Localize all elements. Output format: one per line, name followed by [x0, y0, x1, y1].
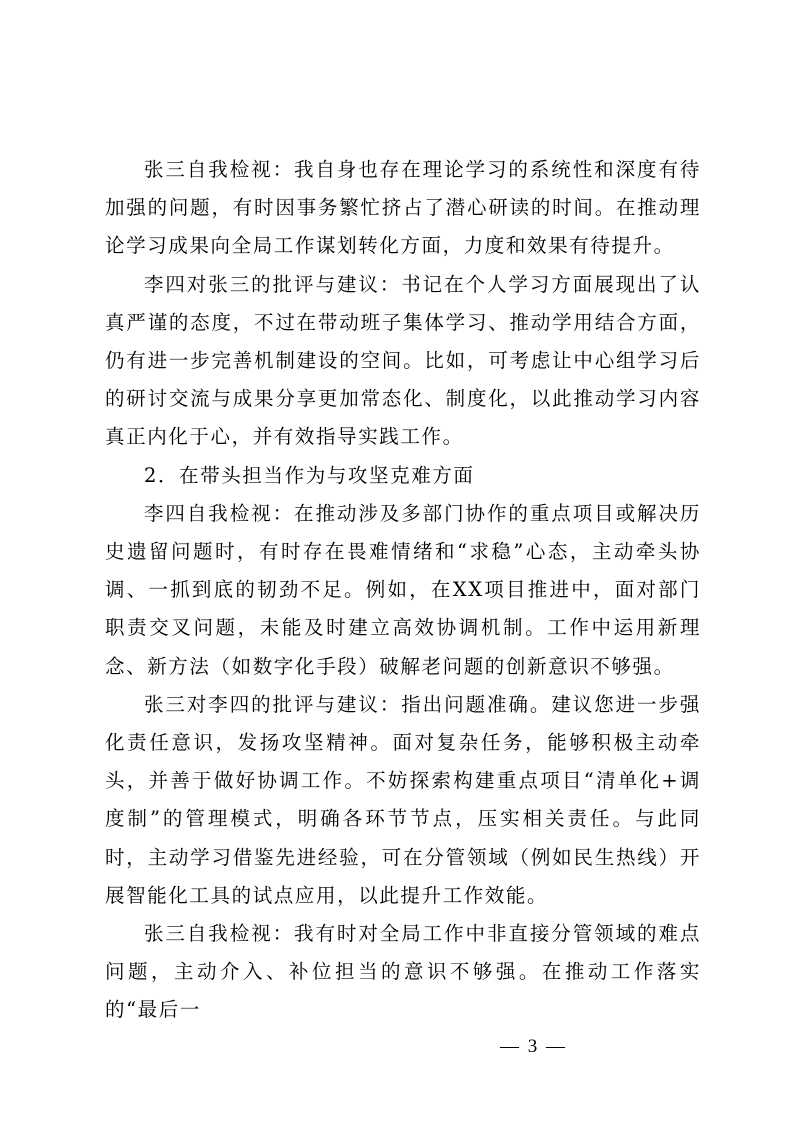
paragraph-critique-lisi-to-zhangsan: 李四对张三的批评与建议：书记在个人学习方面展现出了认真严谨的态度，不过在带动班子集体学习、推动学用结合方面，仍有进一步完善机制建设的空间。比如，可考虑让中心组学习后的研讨交流与成果分享更加常态化、制度化，以此推动学习内容真正内化于心，并有效指导实践工作。: [105, 272, 701, 449]
page-number: — 3 —: [500, 1036, 567, 1057]
section-heading-2: 2．在带头担当作为与攻坚克难方面: [144, 463, 475, 487]
paragraph-self-review-lisi: 李四自我检视：在推动涉及多部门协作的重点项目或解决历史遗留问题时，有时存在畏难情绪和“求稳”心态，主动牵头协调、一抓到底的韧劲不足。例如，在XX项目推进中，面对部门职责交叉问题，未能及时建立高效协调机制。工作中运用新理念、新方法（如数字化手段）破解老问题的创新意识不够强。: [105, 501, 701, 678]
document-body: [105, 151, 701, 1030]
paragraph-self-review-zhangsan-2: 张三自我检视：我有时对全局工作中非直接分管领域的难点问题，主动介入、补位担当的意识不够强。在推动工作落实的“最后一: [105, 922, 701, 1022]
paragraph-critique-zhangsan-to-lisi: 张三对李四的批评与建议：指出问题准确。建议您进一步强化责任意识，发扬攻坚精神。面对复杂任务，能够积极主动牵头，并善于做好协调工作。不妨探索构建重点项目“清单化+调度制”的管理模式，明确各环节节点，压实相关责任。与此同时，主动学习借鉴先进经验，可在分管领域（例如民生热线）开展智能化工具的试点应用，以此提升工作效能。: [105, 692, 701, 907]
paragraph-self-review-zhangsan-1: 张三自我检视：我自身也存在理论学习的系统性和深度有待加强的问题，有时因事务繁忙挤占了潜心研读的时间。在推动理论学习成果向全局工作谋划转化方面，力度和效果有待提升。: [105, 158, 701, 258]
